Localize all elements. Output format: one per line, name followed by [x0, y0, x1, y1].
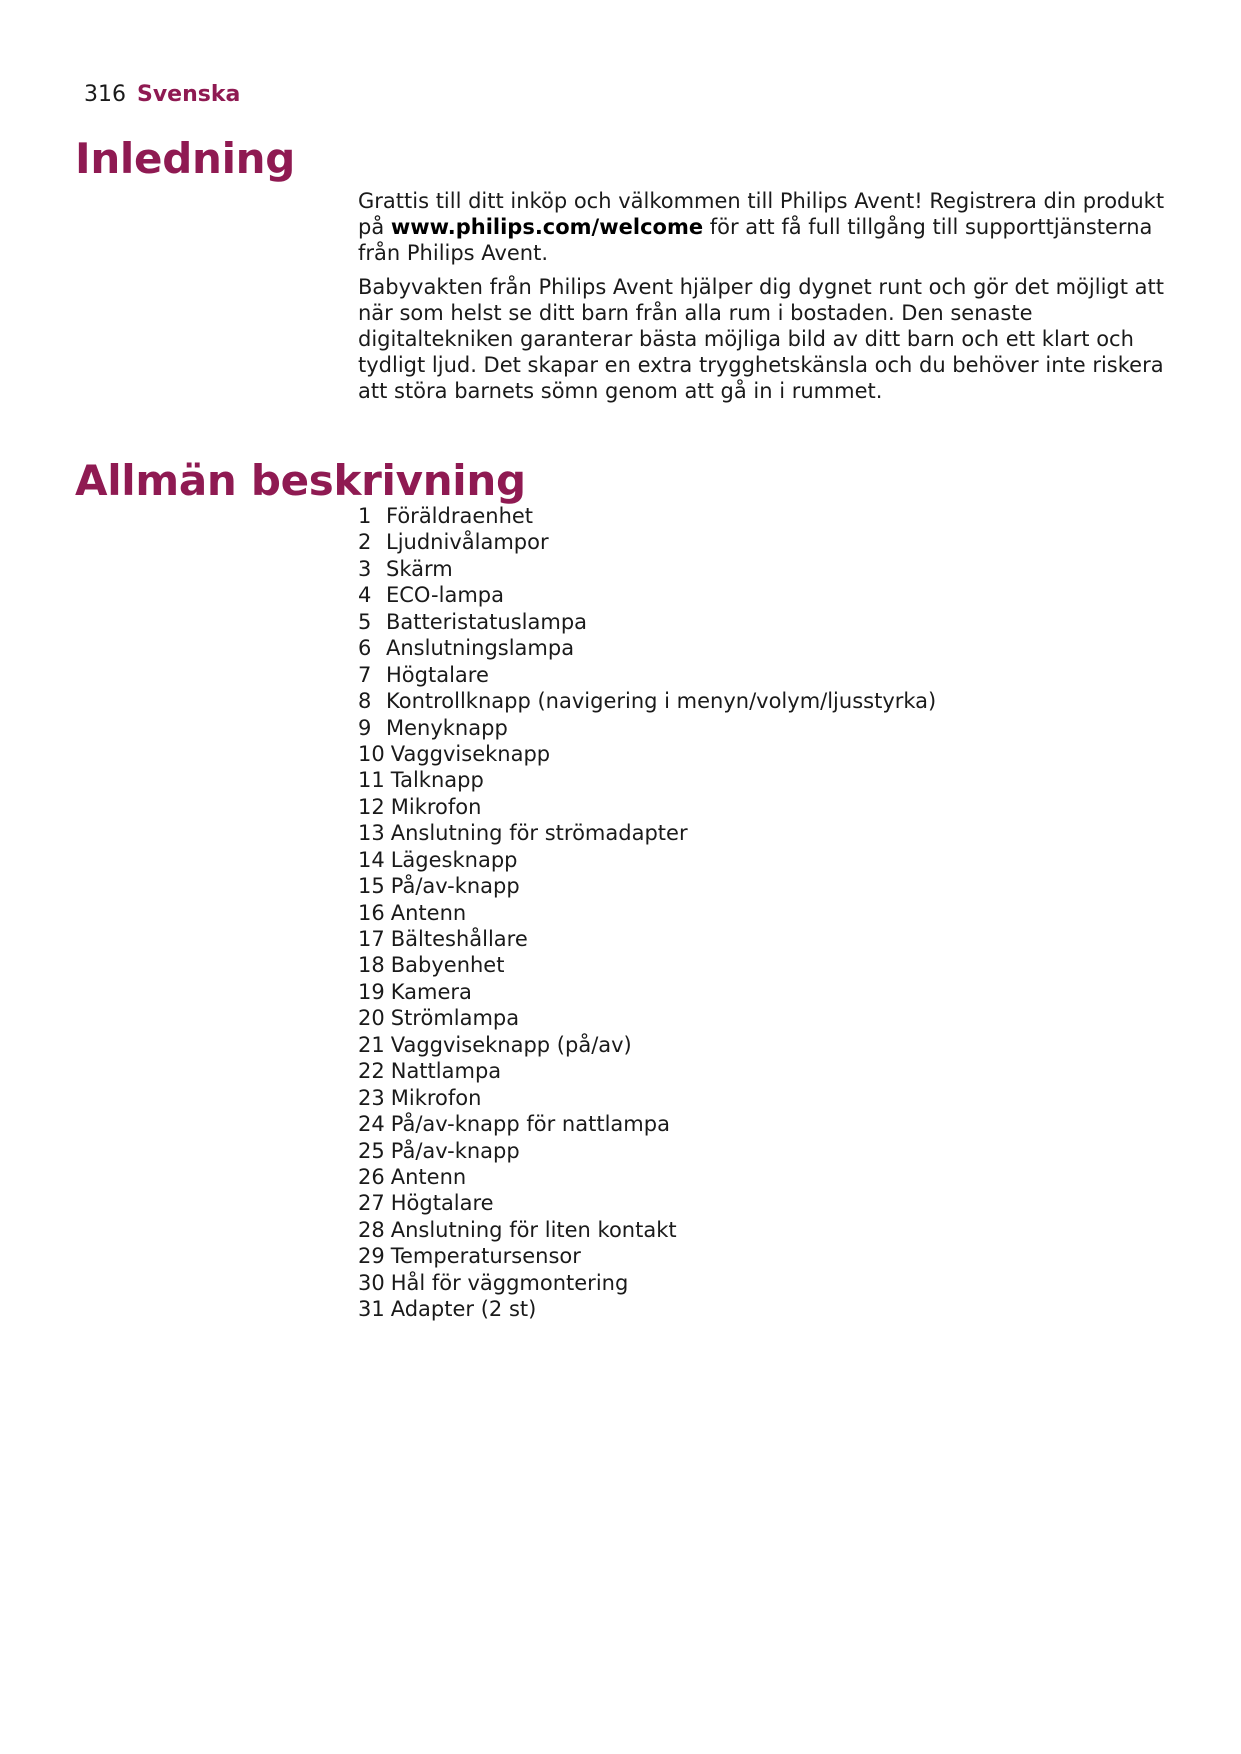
part-label: Vaggviseknapp	[390, 741, 551, 766]
part-label: Menyknapp	[386, 715, 508, 740]
part-label: Temperatursensor	[390, 1244, 581, 1269]
section-title-intro: Inledning	[75, 134, 296, 183]
part-label: Babyenhet	[390, 953, 505, 978]
part-number: 21	[358, 1032, 385, 1057]
part-number: 28	[358, 1217, 385, 1242]
list-item	[358, 715, 1178, 741]
part-label: Högtalare	[390, 1191, 494, 1216]
part-number: 7	[358, 662, 372, 687]
list-item	[358, 1138, 1178, 1164]
list-item	[358, 1217, 1178, 1243]
page-header	[84, 84, 240, 106]
part-number: 24	[358, 1112, 385, 1137]
list-item	[358, 1296, 1178, 1322]
part-number: 5	[358, 609, 372, 634]
list-item	[358, 794, 1178, 820]
part-label: Kontrollknapp (navigering i menyn/volym/ljusstyrka)	[386, 689, 937, 714]
part-number: 23	[358, 1085, 385, 1110]
list-item	[358, 556, 1178, 582]
section-title-general-description: Allmän beskrivning	[75, 456, 526, 505]
part-label: Mikrofon	[390, 794, 482, 819]
part-number: 14	[358, 847, 385, 872]
list-item	[358, 741, 1178, 767]
part-number: 31	[358, 1297, 385, 1322]
page-number: 316	[84, 82, 126, 107]
list-item	[358, 926, 1178, 952]
part-label: Bälteshållare	[390, 927, 528, 951]
list-item	[358, 1111, 1178, 1137]
part-label: Vaggviseknapp (på/av)	[390, 1032, 632, 1057]
list-item	[358, 1085, 1178, 1111]
list-item	[358, 1164, 1178, 1190]
part-number: 1	[358, 504, 372, 528]
intro-paragraph-1-start: Grattis till ditt inköp och välkommen till Philips Avent! Registrera din produkt på	[358, 189, 1165, 239]
intro-text	[358, 188, 1178, 412]
part-label: ECO-lampa	[386, 583, 504, 608]
list-item	[358, 873, 1178, 899]
part-number: 18	[358, 953, 385, 978]
list-item	[358, 635, 1178, 661]
list-item	[358, 952, 1178, 978]
parts-list	[358, 503, 1178, 1323]
list-item	[358, 503, 1178, 529]
list-item	[358, 767, 1178, 793]
part-label: Anslutningslampa	[386, 636, 575, 661]
part-label: På/av-knapp för nattlampa	[390, 1112, 670, 1137]
list-item	[358, 688, 1178, 714]
part-label: Föräldraenhet	[386, 504, 534, 528]
list-item	[358, 900, 1178, 926]
list-item	[358, 1190, 1178, 1216]
list-item	[358, 529, 1178, 555]
part-number: 8	[358, 689, 372, 714]
registration-link[interactable]: www.philips.com/welcome	[390, 215, 704, 239]
part-label: Nattlampa	[390, 1059, 502, 1084]
intro-paragraph-1-end: för att få full tillgång till supporttjänsterna från Philips Avent.	[358, 215, 1153, 265]
list-item	[358, 1270, 1178, 1296]
part-number: 9	[358, 715, 372, 740]
part-label: Strömlampa	[390, 1006, 520, 1031]
part-number: 22	[358, 1059, 385, 1084]
part-label: Ljudnivålampor	[386, 530, 549, 555]
part-label: Anslutning för liten kontakt	[390, 1217, 677, 1242]
intro-paragraph-1	[358, 188, 1178, 266]
part-number: 17	[358, 927, 385, 951]
part-label: Hål för väggmontering	[390, 1270, 629, 1295]
list-item	[358, 662, 1178, 688]
part-number: 12	[358, 794, 385, 819]
part-number: 13	[358, 821, 385, 846]
part-number: 27	[358, 1191, 385, 1216]
part-number: 16	[358, 900, 385, 925]
list-item	[358, 582, 1178, 608]
part-number: 3	[358, 556, 372, 581]
intro-paragraph-2: Babyvakten från Philips Avent hjälper dig dygnet runt och gör det möjligt att när som helst se ditt barn från alla rum i bostaden. Den senaste digitaltekniken garanterar bästa möjliga bild av ditt barn och ett klart och tydligt ljud. Det skapar en extra trygghetskänsla och du behöver inte riskera att störa barnets sömn genom att gå in i rummet.	[358, 275, 1165, 403]
part-number: 29	[358, 1244, 385, 1269]
part-number: 26	[358, 1164, 385, 1189]
part-label: Kamera	[390, 979, 472, 1004]
part-number: 11	[358, 768, 385, 793]
list-item	[358, 847, 1178, 873]
list-item	[358, 1005, 1178, 1031]
part-number: 20	[358, 1006, 385, 1031]
part-label: Mikrofon	[390, 1085, 482, 1110]
part-label: På/av-knapp	[390, 1138, 520, 1163]
list-item	[358, 609, 1178, 635]
part-label: Skärm	[386, 556, 453, 581]
part-label: På/av-knapp	[390, 874, 520, 899]
part-number: 6	[358, 636, 372, 661]
part-label: Lägesknapp	[390, 847, 518, 872]
part-number: 10	[358, 741, 385, 766]
part-number: 19	[358, 979, 385, 1004]
part-label: Anslutning för strömadapter	[390, 821, 688, 846]
page-language: Svenska	[137, 82, 241, 107]
part-label: Talknapp	[390, 768, 484, 793]
part-number: 2	[358, 530, 372, 555]
part-number: 25	[358, 1138, 385, 1163]
part-number: 30	[358, 1270, 385, 1295]
part-number: 15	[358, 874, 385, 899]
part-label: Antenn	[390, 1164, 467, 1189]
part-number: 4	[358, 583, 372, 608]
part-label: Antenn	[390, 900, 467, 925]
list-item	[358, 820, 1178, 846]
list-item	[358, 1243, 1178, 1269]
list-item	[358, 1058, 1178, 1084]
part-label: Högtalare	[386, 662, 489, 687]
list-item	[358, 1032, 1178, 1058]
part-label: Batteristatuslampa	[386, 609, 588, 634]
part-label: Adapter (2 st)	[390, 1297, 537, 1322]
list-item	[358, 979, 1178, 1005]
